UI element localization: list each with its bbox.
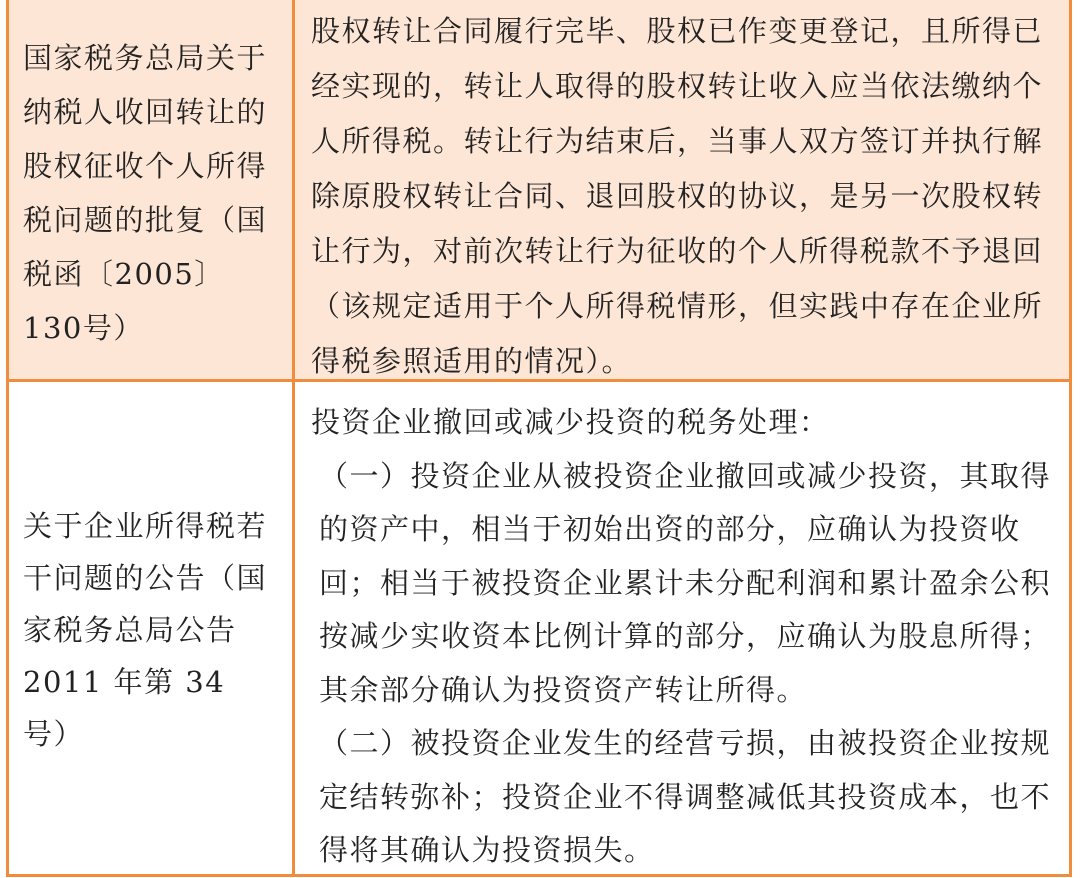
policy-content-paragraph: 股权转让合同履行完毕、股权已作变更登记，且所得已经实现的，转让人取得的股权转让收入应当依法缴纳个人所得税。转让行为结束后，当事人双方签订并执行解除原股权转让合同、退回股权的协议，是另一次股权转让行为，对前次转让行为征收的个人所得税款不予退回（该规定适用于个人所得税情形，但实践中存在企业所得税参照适用的情况）。 — [311, 14, 1044, 378]
policy-source-cell — [9, 0, 295, 379]
table-row — [9, 382, 1069, 874]
table-row — [9, 0, 1069, 382]
policy-source-text: 关于企业所得税若干问题的公告（国家税务总局公告 2011 年第 34 号） — [23, 509, 268, 751]
policy-source-cell — [9, 382, 295, 874]
policy-source-text: 国家税务总局关于纳税人收回转让的股权征收个人所得税问题的批复（国税函〔2005〕130号） — [23, 40, 268, 345]
tax-policy-table — [6, 0, 1072, 877]
policy-content-paragraph: （一）投资企业从被投资企业撤回或减少投资，其取得的资产中，相当于初始出资的部分，应确认为投资收回；相当于被投资企业累计未分配利润和累计盈余公积按减少实收资本比例计算的部分，应确认为股息所得；其余部分确认为投资资产转让所得。 — [319, 458, 1052, 707]
policy-content-cell — [295, 0, 1069, 379]
policy-content-heading: 投资企业撤回或减少投资的税务处理： — [311, 405, 830, 439]
policy-content-paragraph: （二）被投资企业发生的经营亏损，由被投资企业按规定结转弥补；投资企业不得调整减低其投资成本，也不得将其确认为投资损失。 — [319, 726, 1052, 867]
policy-content-cell — [295, 382, 1069, 874]
